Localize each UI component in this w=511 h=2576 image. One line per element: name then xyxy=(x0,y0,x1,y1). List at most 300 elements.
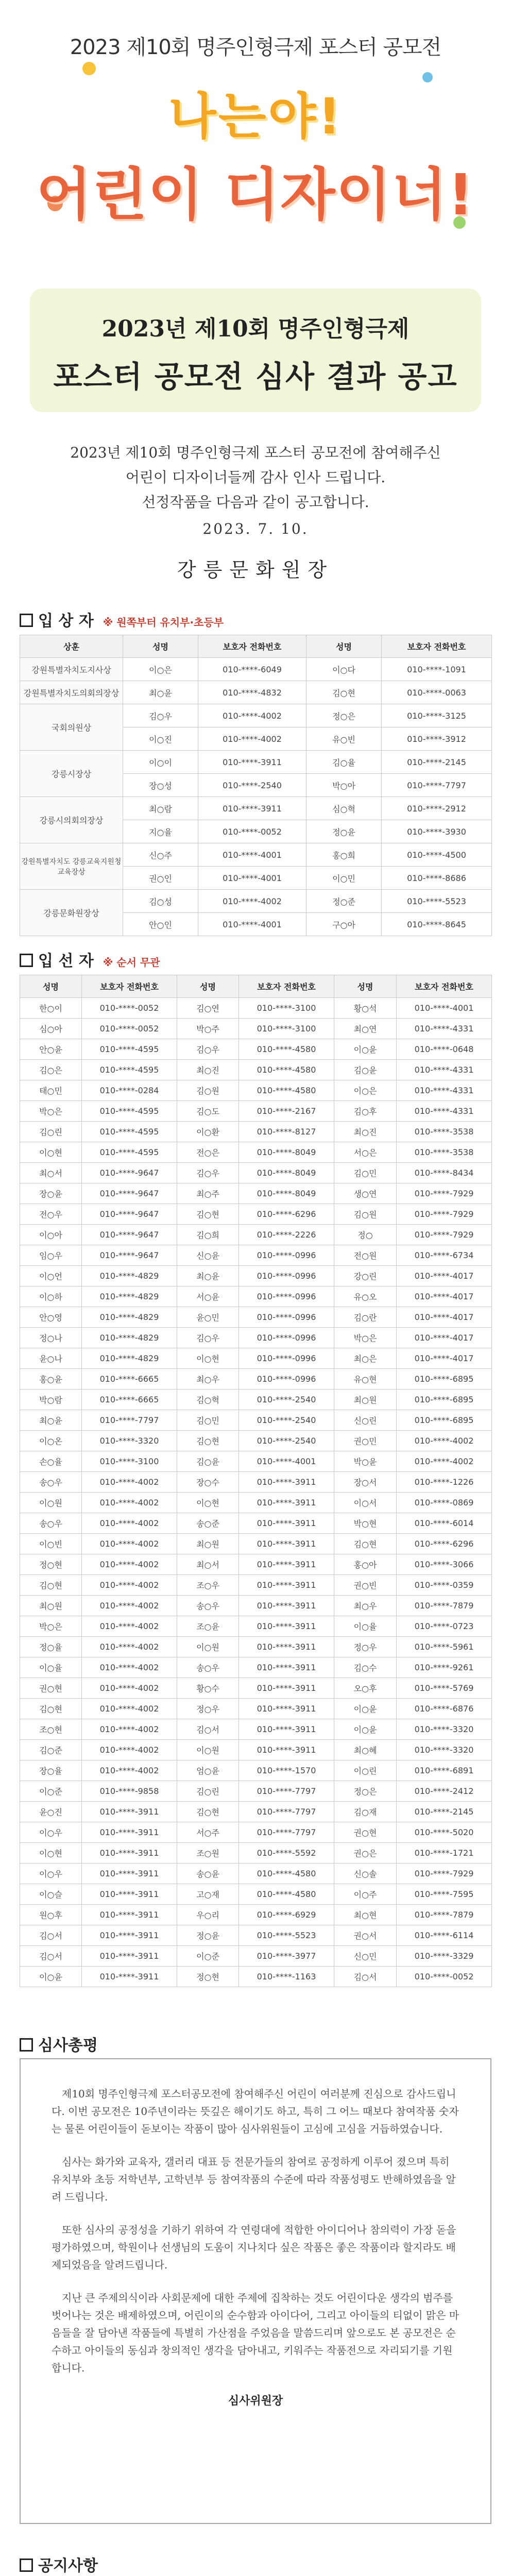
selected-name-cell: 정○ xyxy=(334,1225,397,1245)
table-row xyxy=(20,1369,492,1389)
selected-title-text: 입 선 자 xyxy=(38,952,94,970)
selected-name-cell: 김○현 xyxy=(20,1699,82,1719)
selected-header-cell: 성명 xyxy=(177,975,239,998)
table-row xyxy=(20,1142,492,1163)
guardian-phone-cell: 010-****-3911 xyxy=(82,1905,177,1925)
selected-name-cell: 김○윤 xyxy=(177,1451,239,1472)
winner-name-cell: 이○은 xyxy=(123,658,198,681)
guardian-phone-cell: 010-****-4002 xyxy=(82,1493,177,1513)
selected-name-cell: 안○영 xyxy=(20,1307,82,1328)
selected-header-cell: 보호자 전화번호 xyxy=(82,975,177,998)
square-bullet-icon xyxy=(20,954,33,967)
guardian-phone-cell: 010-****-7595 xyxy=(397,1884,492,1905)
selected-name-cell: 권○민 xyxy=(334,1431,397,1451)
guardian-phone-cell: 010-****-6895 xyxy=(397,1410,492,1431)
guardian-phone-cell: 010-****-4002 xyxy=(198,727,306,751)
guardian-phone-cell: 010-****-3911 xyxy=(239,1534,334,1554)
announcement-title-line2: 포스터 공모전 심사 결과 공고 xyxy=(53,359,458,394)
selected-header-cell: 성명 xyxy=(334,975,397,998)
selected-name-cell: 최○은 xyxy=(334,1348,397,1369)
selected-name-cell: 김○희 xyxy=(177,1225,239,1245)
intro-line: 2023년 제10회 명주인형극제 포스터 공모전에 참여해주신 xyxy=(70,444,441,461)
table-row xyxy=(20,843,492,867)
selected-name-cell: 김○현 xyxy=(177,1431,239,1451)
guardian-phone-cell: 010-****-3911 xyxy=(82,1925,177,1946)
table-row xyxy=(20,1967,492,1987)
guardian-phone-cell: 010-****-3329 xyxy=(397,1946,492,1967)
table-row xyxy=(20,1554,492,1575)
guardian-phone-cell: 010-****-6876 xyxy=(397,1699,492,1719)
selected-name-cell: 조○우 xyxy=(177,1575,239,1596)
selected-name-cell: 이○온 xyxy=(20,1431,82,1451)
guardian-phone-cell: 010-****-1091 xyxy=(382,658,492,681)
selected-name-cell: 최○서 xyxy=(20,1163,82,1183)
notice-title-text: 공지사항 xyxy=(38,2557,98,2575)
guardian-phone-cell: 010-****-3538 xyxy=(397,1142,492,1163)
table-row xyxy=(20,1575,492,1596)
guardian-phone-cell: 010-****-2540 xyxy=(239,1389,334,1410)
guardian-phone-cell: 010-****-2226 xyxy=(239,1225,334,1245)
table-row xyxy=(20,1596,492,1616)
guardian-phone-cell: 010-****-3911 xyxy=(82,1863,177,1884)
guardian-phone-cell: 010-****-3066 xyxy=(397,1554,492,1575)
table-row xyxy=(20,681,492,704)
guardian-phone-cell: 010-****-4500 xyxy=(382,843,492,867)
selected-name-cell: 김○민 xyxy=(177,1410,239,1431)
guardian-phone-cell: 010-****-3911 xyxy=(239,1740,334,1760)
winner-name-cell: 정○은 xyxy=(306,704,382,727)
guardian-phone-cell: 010-****-6665 xyxy=(82,1369,177,1389)
selected-name-cell: 송○우 xyxy=(177,1596,239,1616)
selected-name-cell: 전○원 xyxy=(334,1245,397,1266)
winner-name-cell: 이○다 xyxy=(306,658,382,681)
guardian-phone-cell: 010-****-0648 xyxy=(397,1039,492,1060)
selected-name-cell: 홍○윤 xyxy=(20,1369,82,1389)
guardian-phone-cell: 010-****-4002 xyxy=(82,1596,177,1616)
selected-name-cell: 송○우 xyxy=(177,1657,239,1678)
selected-name-cell: 김○린 xyxy=(177,1781,239,1802)
selected-name-cell: 서○윤 xyxy=(177,1286,239,1307)
guardian-phone-cell: 010-****-3911 xyxy=(239,1637,334,1657)
selected-name-cell: 신○솔 xyxy=(334,1863,397,1884)
selected-name-cell: 한○이 xyxy=(20,998,82,1019)
guardian-phone-cell: 010-****-0052 xyxy=(198,820,306,843)
guardian-phone-cell: 010-****-8049 xyxy=(239,1163,334,1183)
guardian-phone-cell: 010-****-4002 xyxy=(82,1637,177,1657)
selected-name-cell: 이○윤 xyxy=(334,1719,397,1740)
selected-table xyxy=(20,975,492,1987)
selected-name-cell: 송○우 xyxy=(20,1513,82,1534)
guardian-phone-cell: 010-****-4001 xyxy=(198,913,306,936)
selected-name-cell: 송○윤 xyxy=(177,1863,239,1884)
table-row xyxy=(20,1740,492,1760)
selected-name-cell: 이○빈 xyxy=(20,1534,82,1554)
guardian-phone-cell: 010-****-4001 xyxy=(198,843,306,867)
award-category-cell: 강원특별자치도의회의장상 xyxy=(20,681,123,704)
table-row xyxy=(20,998,492,1019)
guardian-phone-cell: 010-****-6895 xyxy=(397,1389,492,1410)
guardian-phone-cell: 010-****-4002 xyxy=(82,1513,177,1534)
selected-name-cell: 이○은 xyxy=(334,1080,397,1101)
table-row xyxy=(20,1060,492,1080)
selected-name-cell: 최○원 xyxy=(20,1596,82,1616)
table-row xyxy=(20,1534,492,1554)
winner-name-cell: 신○주 xyxy=(123,843,198,867)
selected-name-cell: 김○서 xyxy=(20,1946,82,1967)
selected-name-cell: 김○윤 xyxy=(334,1060,397,1080)
guardian-phone-cell: 010-****-3977 xyxy=(239,1946,334,1967)
winner-name-cell: 구○아 xyxy=(306,913,382,936)
guardian-phone-cell: 010-****-2540 xyxy=(198,774,306,797)
winner-name-cell: 이○이 xyxy=(123,751,198,774)
selected-name-cell: 김○현 xyxy=(177,1802,239,1822)
table-row xyxy=(20,1946,492,1967)
guardian-phone-cell: 010-****-9858 xyxy=(82,1781,177,1802)
guardian-phone-cell: 010-****-4002 xyxy=(82,1657,177,1678)
selected-name-cell: 정○현 xyxy=(20,1554,82,1575)
guardian-phone-cell: 010-****-3100 xyxy=(82,1451,177,1472)
guardian-phone-cell: 010-****-6049 xyxy=(198,658,306,681)
selected-name-cell: 유○현 xyxy=(334,1369,397,1389)
guardian-phone-cell: 010-****-4832 xyxy=(198,681,306,704)
guardian-phone-cell: 010-****-4002 xyxy=(198,890,306,913)
guardian-phone-cell: 010-****-5523 xyxy=(239,1925,334,1946)
selected-name-cell: 김○린 xyxy=(20,1122,82,1142)
selected-name-cell: 김○란 xyxy=(334,1307,397,1328)
guardian-phone-cell: 010-****-4001 xyxy=(239,1451,334,1472)
guardian-phone-cell: 010-****-5769 xyxy=(397,1678,492,1699)
selected-name-cell: 장○윤 xyxy=(20,1183,82,1204)
selected-header-row xyxy=(20,975,492,998)
guardian-phone-cell: 010-****-1226 xyxy=(397,1472,492,1493)
guardian-phone-cell: 010-****-7797 xyxy=(82,1410,177,1431)
table-row xyxy=(20,1822,492,1843)
guardian-phone-cell: 010-****-3911 xyxy=(239,1575,334,1596)
guardian-phone-cell: 010-****-3911 xyxy=(239,1657,334,1678)
guardian-phone-cell: 010-****-6734 xyxy=(397,1245,492,1266)
guardian-phone-cell: 010-****-4002 xyxy=(82,1760,177,1781)
table-row xyxy=(20,1781,492,1802)
table-row xyxy=(20,1204,492,1225)
selected-name-cell: 권○서 xyxy=(334,1925,397,1946)
guardian-phone-cell: 010-****-6665 xyxy=(82,1389,177,1410)
guardian-phone-cell: 010-****-0869 xyxy=(397,1493,492,1513)
award-note: ※ 원쪽부터 유치부·초등부 xyxy=(103,616,224,629)
selected-name-cell: 홍○아 xyxy=(334,1554,397,1575)
selected-name-cell: 이○서 xyxy=(334,1493,397,1513)
guardian-phone-cell: 010-****-3911 xyxy=(198,797,306,820)
selected-name-cell: 황○수 xyxy=(177,1678,239,1699)
guardian-phone-cell: 010-****-4595 xyxy=(82,1039,177,1060)
hero-title-line1: 나는야! xyxy=(168,88,343,145)
guardian-phone-cell: 010-****-1163 xyxy=(239,1967,334,1987)
selected-name-cell: 이○주 xyxy=(334,1884,397,1905)
selected-name-cell: 생○연 xyxy=(334,1183,397,1204)
guardian-phone-cell: 010-****-3911 xyxy=(82,1843,177,1863)
selected-name-cell: 김○수 xyxy=(334,1657,397,1678)
guardian-phone-cell: 010-****-0359 xyxy=(397,1575,492,1596)
judging-title-text: 심사총평 xyxy=(38,2037,98,2055)
winner-name-cell: 홍○희 xyxy=(306,843,382,867)
guardian-phone-cell: 010-****-4002 xyxy=(82,1616,177,1637)
selected-name-cell: 김○연 xyxy=(177,998,239,1019)
table-row xyxy=(20,1122,492,1142)
guardian-phone-cell: 010-****-4002 xyxy=(82,1575,177,1596)
award-category-cell: 국회의원상 xyxy=(20,704,123,751)
selected-name-cell: 최○원 xyxy=(334,1389,397,1410)
guardian-phone-cell: 010-****-9647 xyxy=(82,1245,177,1266)
guardian-phone-cell: 010-****-0996 xyxy=(239,1307,334,1328)
table-row xyxy=(20,658,492,681)
winner-name-cell: 지○율 xyxy=(123,820,198,843)
winner-name-cell: 최○윤 xyxy=(123,681,198,704)
guardian-phone-cell: 010-****-4580 xyxy=(239,1080,334,1101)
selected-name-cell: 최○우 xyxy=(177,1369,239,1389)
judging-box xyxy=(20,2058,491,2524)
selected-name-cell: 이○윤 xyxy=(20,1967,82,1987)
selected-name-cell: 김○우 xyxy=(177,1328,239,1348)
selected-name-cell: 김○서 xyxy=(334,1967,397,1987)
selected-name-cell: 이○원 xyxy=(20,1493,82,1513)
table-row xyxy=(20,1925,492,1946)
guardian-phone-cell: 010-****-6296 xyxy=(239,1204,334,1225)
selected-name-cell: 이○현 xyxy=(20,1843,82,1863)
guardian-phone-cell: 010-****-4002 xyxy=(82,1699,177,1719)
award-category-cell: 강릉시장상 xyxy=(20,751,123,797)
table-row xyxy=(20,1451,492,1472)
guardian-phone-cell: 010-****-3911 xyxy=(82,1967,177,1987)
table-row xyxy=(20,1616,492,1637)
award-header-cell: 보호자 전화번호 xyxy=(382,635,492,658)
selected-name-cell: 최○윤 xyxy=(177,1266,239,1286)
selected-name-cell: 심○아 xyxy=(20,1019,82,1039)
selected-name-cell: 이○언 xyxy=(20,1266,82,1286)
award-header-cell: 보호자 전화번호 xyxy=(198,635,306,658)
winner-name-cell: 정○윤 xyxy=(306,820,382,843)
table-row xyxy=(20,1328,492,1348)
guardian-phone-cell: 010-****-5020 xyxy=(397,1822,492,1843)
selected-note: ※ 순서 무관 xyxy=(103,956,160,969)
guardian-phone-cell: 010-****-2145 xyxy=(382,751,492,774)
intro-line: 선정작품을 다음과 같이 공고합니다. xyxy=(142,494,369,511)
award-table xyxy=(20,635,492,936)
announcement-title-line1: 2023년 제10회 명주인형극제 xyxy=(101,316,410,342)
guardian-phone-cell: 010-****-3911 xyxy=(239,1513,334,1534)
selected-name-cell: 이○윤 xyxy=(334,1699,397,1719)
square-bullet-icon xyxy=(20,614,33,627)
intro-line: 어린이 디자이너들께 감사 인사 드립니다. xyxy=(125,469,386,486)
selected-name-cell: 김○혁 xyxy=(177,1389,239,1410)
guardian-phone-cell: 010-****-4331 xyxy=(397,1080,492,1101)
selected-name-cell: 김○은 xyxy=(20,1060,82,1080)
award-header-cell: 성명 xyxy=(123,635,198,658)
winner-name-cell: 김○우 xyxy=(123,704,198,727)
guardian-phone-cell: 010-****-3911 xyxy=(239,1616,334,1637)
guardian-phone-cell: 010-****-2540 xyxy=(239,1431,334,1451)
selected-name-cell: 이○윤 xyxy=(334,1039,397,1060)
selected-name-cell: 박○람 xyxy=(20,1389,82,1410)
award-category-cell: 강원특별자치도 강릉교육지원청 교육장상 xyxy=(20,843,123,890)
table-row xyxy=(20,1513,492,1534)
guardian-phone-cell: 010-****-4017 xyxy=(397,1266,492,1286)
guardian-phone-cell: 010-****-7929 xyxy=(397,1204,492,1225)
table-row xyxy=(20,1080,492,1101)
selected-name-cell: 최○원 xyxy=(177,1534,239,1554)
guardian-phone-cell: 010-****-9261 xyxy=(397,1657,492,1678)
judging-body xyxy=(21,2085,490,2377)
selected-name-cell: 김○서 xyxy=(20,1925,82,1946)
award-header-row xyxy=(20,635,492,658)
winner-name-cell: 유○빈 xyxy=(306,727,382,751)
guardian-phone-cell: 010-****-7929 xyxy=(397,1225,492,1245)
award-category-cell: 강릉문화원장상 xyxy=(20,890,123,936)
table-row xyxy=(20,1431,492,1451)
award-title-text: 입 상 자 xyxy=(38,612,94,630)
guardian-phone-cell: 010-****-0063 xyxy=(382,681,492,704)
selected-name-cell: 엄○윤 xyxy=(177,1760,239,1781)
guardian-phone-cell: 010-****-9647 xyxy=(82,1183,177,1204)
guardian-phone-cell: 010-****-8127 xyxy=(239,1122,334,1142)
guardian-phone-cell: 010-****-7879 xyxy=(397,1905,492,1925)
selected-name-cell: 황○석 xyxy=(334,998,397,1019)
guardian-phone-cell: 010-****-3100 xyxy=(239,998,334,1019)
selected-name-cell: 정○나 xyxy=(20,1328,82,1348)
guardian-phone-cell: 010-****-5961 xyxy=(397,1637,492,1657)
guardian-phone-cell: 010-****-8645 xyxy=(382,913,492,936)
selected-name-cell: 전○은 xyxy=(177,1142,239,1163)
guardian-phone-cell: 010-****-3911 xyxy=(239,1596,334,1616)
table-row xyxy=(20,1905,492,1925)
guardian-phone-cell: 010-****-4595 xyxy=(82,1101,177,1122)
guardian-phone-cell: 010-****-4002 xyxy=(82,1472,177,1493)
guardian-phone-cell: 010-****-3911 xyxy=(82,1802,177,1822)
judging-paragraph: 또한 심사의 공정성을 기하기 위하여 각 연령대에 적합한 아이디어나 참의력이 가장 돋을 평가하였으며, 학원이나 선생님의 도움이 지나치다 싶은 작품은 좋은 작품이라 할지라도 배제되었음을 알려드립니다. xyxy=(52,2224,456,2271)
selected-name-cell: 장○수 xyxy=(177,1472,239,1493)
announcement-org: 강릉문화원장 xyxy=(177,558,334,581)
table-row xyxy=(20,1760,492,1781)
guardian-phone-cell: 010-****-9647 xyxy=(82,1204,177,1225)
notice-section-title xyxy=(20,2553,98,2575)
table-row xyxy=(20,1884,492,1905)
guardian-phone-cell: 010-****-8049 xyxy=(239,1183,334,1204)
guardian-phone-cell: 010-****-4002 xyxy=(82,1740,177,1760)
guardian-phone-cell: 010-****-5523 xyxy=(382,890,492,913)
judging-paragraph: 심사는 화가와 교육자, 갤러리 대표 등 전문가들의 참여로 공정하게 이루어 졌으며 특히 유치부와 초등 저학년부, 고학년부 등 참여작품의 수준에 따라 작품성평도 반해하였음을 알려 드립니다. xyxy=(52,2156,456,2203)
guardian-phone-cell: 010-****-0723 xyxy=(397,1616,492,1637)
winner-name-cell: 김○성 xyxy=(123,890,198,913)
guardian-phone-cell: 010-****-4595 xyxy=(82,1122,177,1142)
selected-name-cell: 최○혜 xyxy=(334,1740,397,1760)
guardian-phone-cell: 010-****-4331 xyxy=(397,1019,492,1039)
table-row xyxy=(20,1472,492,1493)
guardian-phone-cell: 010-****-1721 xyxy=(397,1843,492,1863)
selected-name-cell: 윤○진 xyxy=(20,1802,82,1822)
square-bullet-icon xyxy=(20,2038,33,2052)
selected-name-cell: 이○원 xyxy=(177,1740,239,1760)
guardian-phone-cell: 010-****-3911 xyxy=(239,1554,334,1575)
selected-name-cell: 박○은 xyxy=(20,1101,82,1122)
guardian-phone-cell: 010-****-3911 xyxy=(239,1719,334,1740)
guardian-phone-cell: 010-****-0996 xyxy=(239,1286,334,1307)
selected-name-cell: 이○준 xyxy=(177,1946,239,1967)
table-row xyxy=(20,1183,492,1204)
guardian-phone-cell: 010-****-4017 xyxy=(397,1328,492,1348)
guardian-phone-cell: 010-****-0996 xyxy=(239,1266,334,1286)
table-row xyxy=(20,890,492,913)
table-row xyxy=(20,1225,492,1245)
guardian-phone-cell: 010-****-3911 xyxy=(82,1822,177,1843)
guardian-phone-cell: 010-****-4002 xyxy=(82,1678,177,1699)
table-row xyxy=(20,751,492,774)
selected-name-cell: 최○연 xyxy=(334,1019,397,1039)
guardian-phone-cell: 010-****-4580 xyxy=(239,1863,334,1884)
guardian-phone-cell: 010-****-4595 xyxy=(82,1060,177,1080)
table-row xyxy=(20,1163,492,1183)
selected-name-cell: 서○주 xyxy=(177,1822,239,1843)
selected-name-cell: 안○윤 xyxy=(20,1039,82,1060)
guardian-phone-cell: 010-****-3911 xyxy=(239,1678,334,1699)
guardian-phone-cell: 010-****-6891 xyxy=(397,1760,492,1781)
square-bullet-icon xyxy=(20,2558,33,2572)
guardian-phone-cell: 010-****-0996 xyxy=(239,1245,334,1266)
selected-name-cell: 전○우 xyxy=(20,1204,82,1225)
winner-name-cell: 김○현 xyxy=(306,681,382,704)
selected-name-cell: 유○오 xyxy=(334,1286,397,1307)
selected-name-cell: 김○준 xyxy=(20,1740,82,1760)
table-row xyxy=(20,1348,492,1369)
selected-name-cell: 이○율 xyxy=(20,1657,82,1678)
guardian-phone-cell: 010-****-3911 xyxy=(239,1699,334,1719)
guardian-phone-cell: 010-****-4002 xyxy=(82,1719,177,1740)
guardian-phone-cell: 010-****-3911 xyxy=(239,1472,334,1493)
selected-header-cell: 성명 xyxy=(20,975,82,998)
selected-name-cell: 김○우 xyxy=(177,1039,239,1060)
guardian-phone-cell: 010-****-3320 xyxy=(397,1740,492,1760)
guardian-phone-cell: 010-****-8434 xyxy=(397,1163,492,1183)
table-row xyxy=(20,1307,492,1328)
selected-name-cell: 신○린 xyxy=(334,1410,397,1431)
guardian-phone-cell: 010-****-7929 xyxy=(397,1183,492,1204)
selected-name-cell: 이○현 xyxy=(20,1142,82,1163)
selected-name-cell: 이○우 xyxy=(20,1863,82,1884)
guardian-phone-cell: 010-****-4580 xyxy=(239,1039,334,1060)
judging-paragraph: 지난 큰 주제의식이라 사회문제에 대한 주제에 집착하는 것도 어린이다운 생각의 범주를 벗어나는 것은 배제하였으며, 어린이의 순수함과 아이다어, 그리고 아이들의 티없이 맑은 마음들을 잘 담아낸 작품들에 특별히 가산점을 주었음을 말씀드리며 앞으로도 본 공모전은 순수하고 아이들의 동심과 창의적인 생각을 담아내고, 키워주는 작품전으로 자리되기를 기원합니다. xyxy=(52,2292,459,2374)
guardian-phone-cell: 010-****-4595 xyxy=(82,1142,177,1163)
selected-name-cell: 김○도 xyxy=(177,1101,239,1122)
selected-name-cell: 원○후 xyxy=(20,1905,82,1925)
guardian-phone-cell: 010-****-7879 xyxy=(397,1596,492,1616)
guardian-phone-cell: 010-****-3911 xyxy=(82,1884,177,1905)
selected-name-cell: 권○은 xyxy=(334,1843,397,1863)
selected-name-cell: 태○민 xyxy=(20,1080,82,1101)
winner-name-cell: 김○율 xyxy=(306,751,382,774)
selected-name-cell: 최○진 xyxy=(177,1060,239,1080)
selected-name-cell: 장○서 xyxy=(334,1472,397,1493)
guardian-phone-cell: 010-****-3320 xyxy=(397,1719,492,1740)
award-category-cell: 강원특별자치도지사상 xyxy=(20,658,123,681)
hero-banner xyxy=(0,0,511,278)
announcement-intro xyxy=(0,440,511,515)
guardian-phone-cell: 010-****-4829 xyxy=(82,1266,177,1286)
selected-name-cell: 이○원 xyxy=(177,1637,239,1657)
table-row xyxy=(20,1637,492,1657)
table-row xyxy=(20,1719,492,1740)
guardian-phone-cell: 010-****-0052 xyxy=(397,1967,492,1987)
selected-name-cell: 정○윤 xyxy=(177,1925,239,1946)
selected-name-cell: 이○하 xyxy=(20,1286,82,1307)
table-row xyxy=(20,1493,492,1513)
guardian-phone-cell: 010-****-2912 xyxy=(382,797,492,820)
